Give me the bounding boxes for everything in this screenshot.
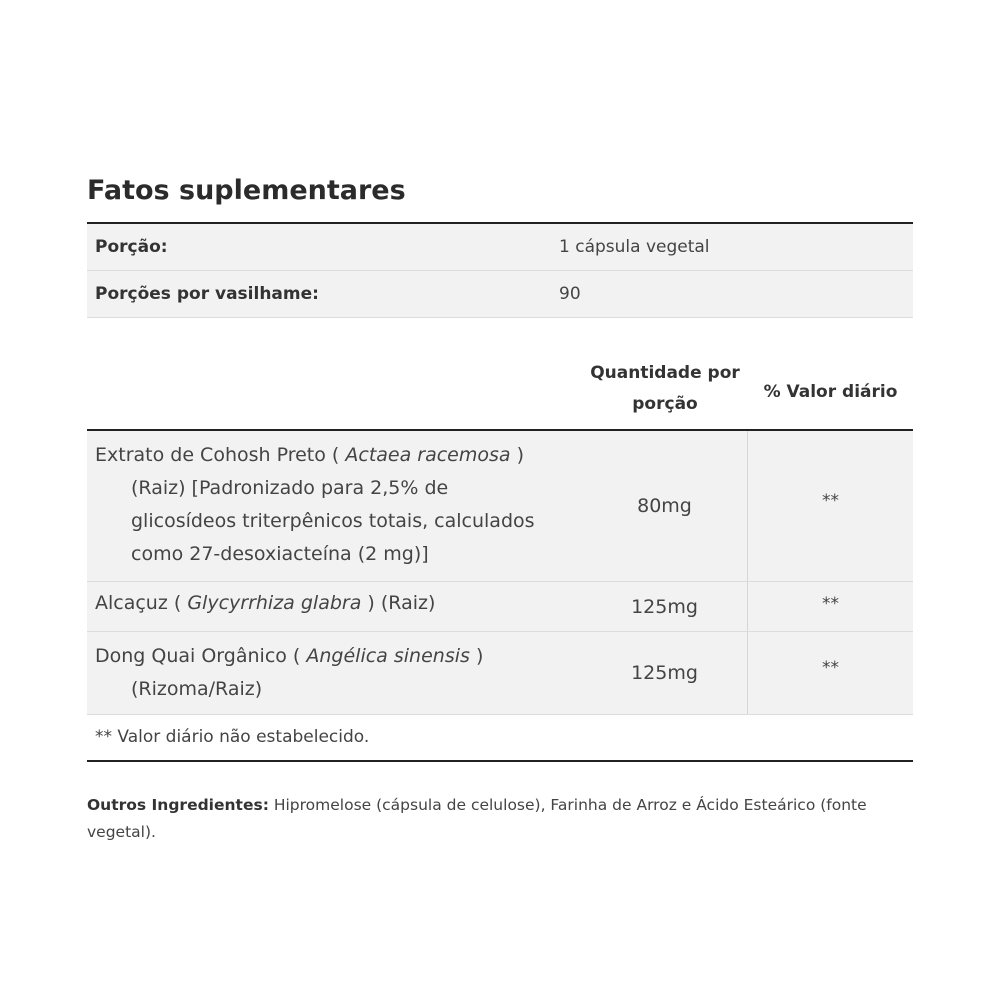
nutrient-latin-name: Actaea racemosa bbox=[345, 444, 511, 466]
header-daily-value: % Valor diário bbox=[763, 382, 898, 402]
nutrient-name-suffix: ) (Raiz) bbox=[367, 592, 436, 614]
table-row bbox=[87, 582, 913, 632]
nutrient-latin-name: Angélica sinensis bbox=[306, 645, 470, 667]
serving-size-label: Porção: bbox=[95, 237, 168, 257]
nutrient-name bbox=[87, 582, 582, 631]
nutrient-name-suffix: ) bbox=[516, 444, 525, 466]
nutrient-name-suffix: ) bbox=[475, 645, 484, 667]
nutrient-name-text: Alcaçuz ( bbox=[95, 592, 182, 614]
servings-per-container-row bbox=[87, 271, 913, 318]
other-ingredients bbox=[87, 792, 877, 846]
other-ingredients-label: Outros Ingredientes: bbox=[87, 796, 269, 814]
nutrient-detail-line: (Rizoma/Raiz) bbox=[131, 678, 263, 700]
nutrient-table bbox=[87, 431, 913, 715]
other-ingredients-text: Hipromelose (cápsula de celulose), Farinha de Arroz e Ácido Esteárico (fonte vegetal). bbox=[87, 796, 867, 841]
nutrient-detail-line: glicosídeos triterpênicos totais, calculados bbox=[131, 510, 535, 532]
servings-per-container-value: 90 bbox=[559, 284, 581, 304]
nutrient-daily-value: ** bbox=[822, 491, 839, 511]
table-row bbox=[87, 632, 913, 715]
nutrient-detail-line: como 27-desoxiacteína (2 mg)] bbox=[131, 543, 429, 565]
serving-size-row bbox=[87, 224, 913, 271]
nutrient-table-header bbox=[87, 355, 913, 429]
nutrient-name-text: Extrato de Cohosh Preto ( bbox=[95, 444, 340, 466]
nutrient-detail-line: (Raiz) [Padronizado para 2,5% de bbox=[131, 477, 449, 499]
nutrient-amount: 125mg bbox=[582, 582, 748, 631]
nutrient-latin-name: Glycyrrhiza glabra bbox=[187, 592, 362, 614]
nutrient-name bbox=[87, 632, 582, 714]
daily-value-footnote: ** Valor diário não estabelecido. bbox=[87, 715, 913, 760]
nutrient-name bbox=[87, 431, 582, 581]
header-spacer bbox=[87, 355, 582, 429]
table-row bbox=[87, 431, 913, 582]
serving-size-value: 1 cápsula vegetal bbox=[559, 237, 710, 257]
serving-table bbox=[87, 224, 913, 318]
nutrient-name-text: Dong Quai Orgânico ( bbox=[95, 645, 301, 667]
header-quantity: Quantidade por porção bbox=[590, 363, 740, 414]
servings-per-container-label: Porções por vasilhame: bbox=[95, 284, 319, 304]
page-title: Fatos suplementares bbox=[87, 175, 406, 206]
nutrient-amount: 125mg bbox=[582, 632, 748, 714]
bottom-divider bbox=[87, 760, 913, 762]
nutrient-daily-value: ** bbox=[822, 593, 839, 614]
nutrient-daily-value: ** bbox=[822, 658, 839, 678]
nutrient-amount: 80mg bbox=[582, 431, 748, 581]
